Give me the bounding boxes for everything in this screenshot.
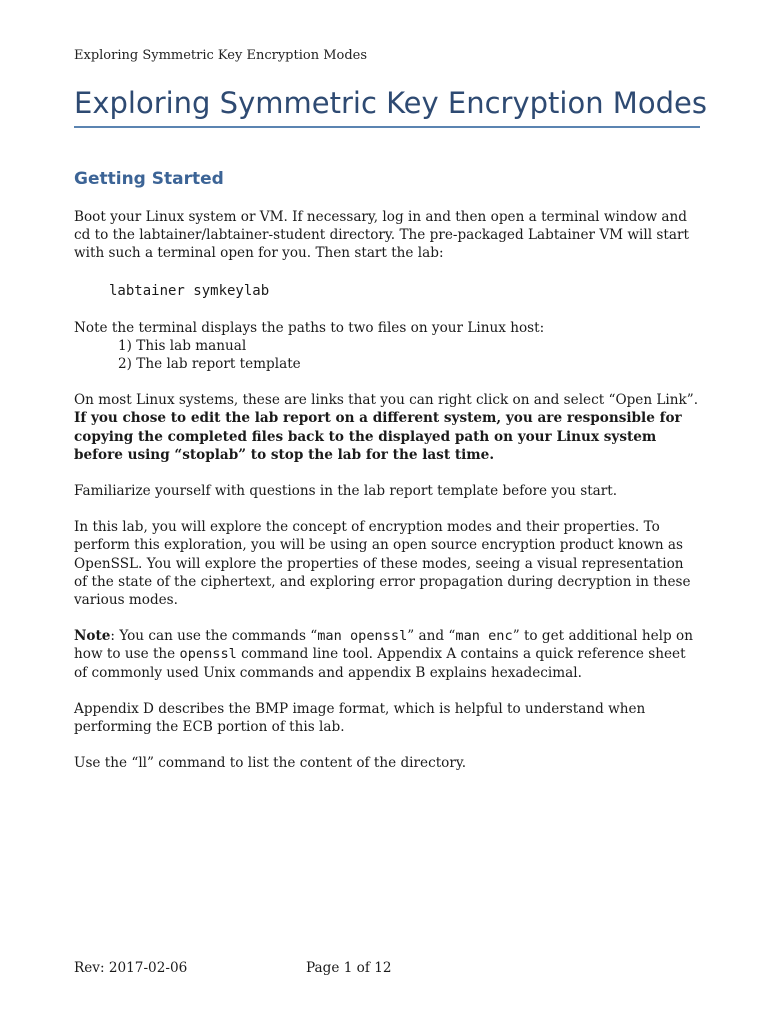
paragraph-note-terminal: Note the terminal displays the paths to two files on your Linux host: <box>74 319 545 336</box>
footer-page-number: Page 1 of 12 <box>306 960 392 976</box>
paragraph-ll-command: Use the “ll” command to list the content of the directory. <box>74 755 467 772</box>
links-warning: If you chose to edit the lab report on a different system, you are responsible for copying the completed files back to the displayed path on your Linux system before using “stoplab” to stop the lab for the last time. <box>74 410 682 463</box>
document-body <box>74 208 700 790</box>
note-text: ” to get additional help on how to use the <box>74 628 693 663</box>
file-list <box>74 337 700 373</box>
document-title: Exploring Symmetric Key Encryption Modes <box>74 86 700 128</box>
paragraph-intro: In this lab, you will explore the concept of encryption modes and their properties. To perform this exploration, you will be using an open source encryption product known as OpenSSL. You will explore the properties of these modes, seeing a visual representation of the state of the ciphertext, and exploring error propagation during decryption in these various modes. <box>74 519 691 609</box>
paragraph-familiarize: Familiarize yourself with questions in the lab report template before you start. <box>74 483 618 500</box>
list-item: 1) This lab manual <box>118 337 247 354</box>
running-header: Exploring Symmetric Key Encryption Modes <box>74 48 368 63</box>
note-text: ” and “ <box>407 628 456 645</box>
paragraph-links <box>74 391 700 464</box>
code-man-openssl: man openssl <box>317 628 408 645</box>
links-text: On most Linux systems, these are links that you can right click on and select “Open Link”. <box>74 392 699 409</box>
code-openssl: openssl <box>179 646 237 663</box>
command-line: labtainer symkeylab <box>109 282 270 299</box>
note-text: command line tool. Appendix A contains a quick reference sheet of commonly used Unix commands and appendix B explains hexadecimal. <box>74 646 686 681</box>
list-item: 2) The lab report template <box>118 356 301 373</box>
paragraph-boot: Boot your Linux system or VM. If necessary, log in and then open a terminal window and cd to the labtainer/labtainer-student directory. The pre-packaged Labtainer VM will start with such a terminal open for you. Then start the lab: <box>74 209 689 262</box>
note-label: Note <box>74 628 111 645</box>
code-man-enc: man enc <box>455 628 513 645</box>
footer-revision: Rev: 2017-02-06 <box>74 960 188 976</box>
note-text: : You can use the commands “ <box>110 628 318 645</box>
paragraph-appendix-d: Appendix D describes the BMP image format, which is helpful to understand when performing the ECB portion of this lab. <box>74 700 646 736</box>
paragraph-note-commands <box>74 627 700 682</box>
section-heading: Getting Started <box>74 169 224 189</box>
